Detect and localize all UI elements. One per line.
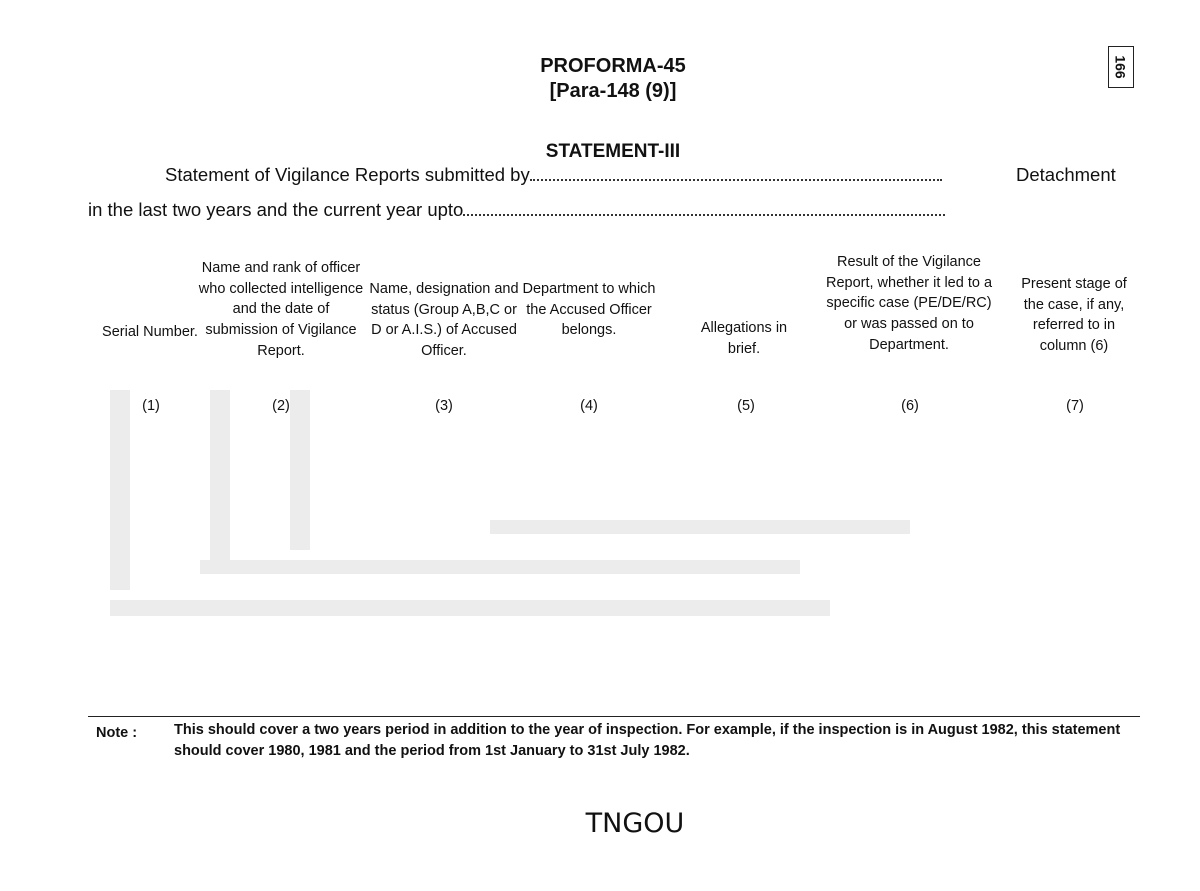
- page-number: 166: [1112, 55, 1129, 79]
- column-header-department: Department to which the Accused Officer belongs.: [522, 281, 656, 339]
- column-number-4: (4): [580, 398, 598, 414]
- column-number-5: (5): [737, 398, 755, 414]
- note-label: Note :: [96, 725, 138, 741]
- fill-in-dots-detachment: [530, 175, 942, 181]
- intro-line-1-text: Statement of Vigilance Reports submitted by: [165, 164, 530, 185]
- footer-watermark: TNGOU: [585, 808, 685, 839]
- statement-title: STATEMENT-III: [545, 141, 681, 162]
- proforma-title: PROFORMA-45: [540, 55, 686, 77]
- fill-in-dots-date: [463, 210, 945, 216]
- column-number-6: (6): [901, 398, 919, 414]
- intro-line-2-text: in the last two years and the current year upto: [88, 199, 464, 220]
- column-number-2: (2): [272, 398, 290, 414]
- intro-line-1: [165, 164, 942, 186]
- column-header-accused: Name, designation and status (Group A,B,C or D or A.I.S.) of Accused Officer.: [369, 281, 519, 360]
- column-header-present-stage: Present stage of the case, if any, referred to in column (6): [1021, 276, 1127, 355]
- column-number-1: (1): [142, 398, 160, 414]
- column-number-3: (3): [435, 398, 453, 414]
- page-number-box: [1108, 46, 1134, 88]
- column-header-allegations: Allegations in brief.: [700, 320, 788, 357]
- column-number-7: (7): [1066, 398, 1084, 414]
- column-header-officer: Name and rank of officer who collected intelligence and the date of submission of Vigilance Report.: [198, 260, 364, 359]
- column-header-result: Result of the Vigilance Report, whether it led to a specific case (PE/DE/RC) or was passed on to Department.: [825, 254, 993, 353]
- para-reference: [Para-148 (9)]: [549, 80, 677, 102]
- note-text: This should cover a two years period in addition to the year of inspection. For example, if the inspection is in August 1982, this statement should cover 1980, 1981 and the period from 1st January to 31st July 1982.: [174, 722, 1121, 759]
- note-divider: [88, 716, 1140, 717]
- intro-line-1-end: Detachment: [1016, 164, 1116, 185]
- column-header-serial: Serial Number.: [102, 324, 198, 340]
- intro-line-2: [88, 199, 945, 221]
